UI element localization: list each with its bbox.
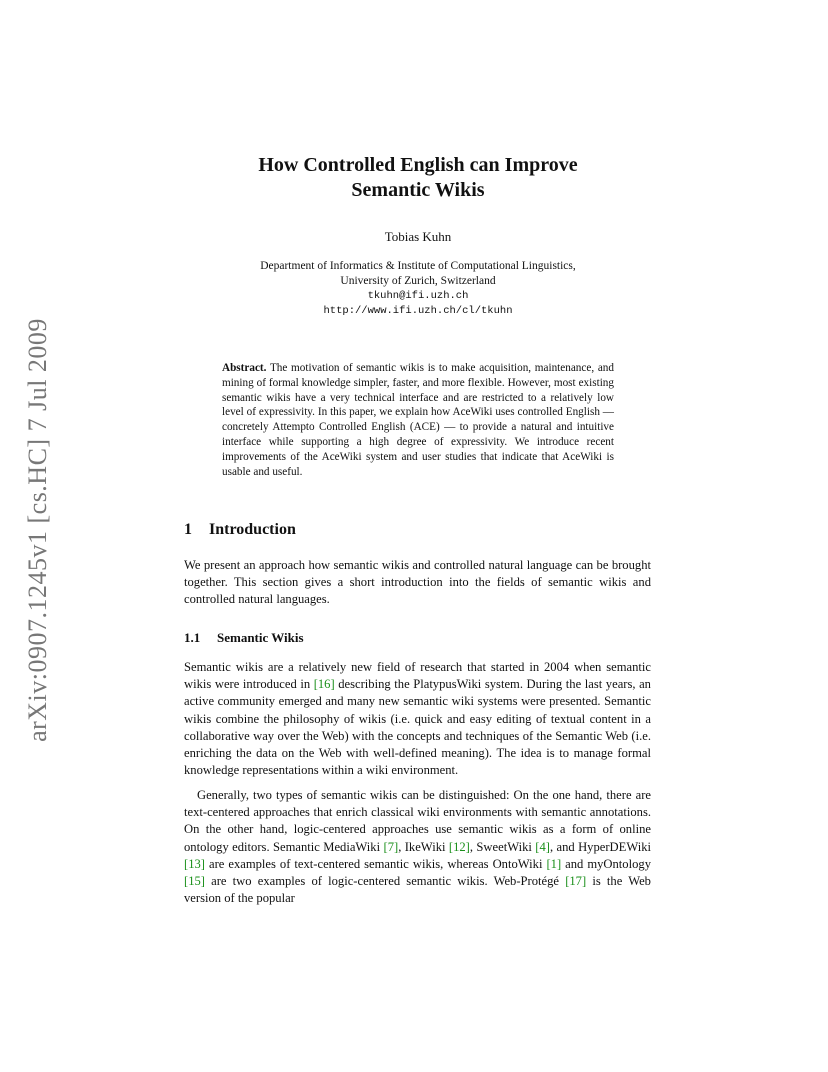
- abstract: [222, 361, 614, 479]
- text-run: are two examples of logic-centered semantic wikis. Web-Protégé: [204, 874, 566, 889]
- text-run: is the Web version of the popular: [184, 874, 651, 906]
- text-run: and myOntology: [561, 856, 651, 871]
- section-title: Introduction: [209, 521, 296, 538]
- text-run: , SweetWiki: [469, 839, 536, 854]
- subsection-heading-semantic-wikis: [184, 630, 304, 646]
- citation-link[interactable]: [7]: [383, 839, 399, 854]
- author-email: tkuhn@ifi.uzh.ch: [367, 290, 469, 302]
- arxiv-side-stamp: [24, 310, 52, 750]
- arxiv-identifier: arXiv:0907.1245v1 [cs.HC] 7 Jul 2009: [23, 318, 52, 742]
- section-number: 1: [184, 521, 192, 538]
- title-line-2: Semantic Wikis: [351, 179, 485, 201]
- section-heading-introduction: [184, 521, 296, 539]
- semantic-wikis-paragraph-2: [184, 787, 651, 907]
- abstract-label: Abstract.: [222, 362, 267, 374]
- affiliation-block: [184, 259, 652, 319]
- citation-link[interactable]: [15]: [184, 874, 205, 889]
- text-run: Semantic wikis are a relatively new field of research that started in 2004 when semantic wikis were introduced in: [184, 660, 651, 692]
- citation-link[interactable]: [17]: [565, 874, 587, 889]
- citation-link[interactable]: [4]: [535, 839, 550, 854]
- author-url: http://www.ifi.uzh.ch/cl/tkuhn: [323, 305, 513, 317]
- paper-title: [184, 153, 652, 203]
- title-line-1: How Controlled English can Improve: [258, 154, 578, 176]
- citation-link[interactable]: [16]: [313, 677, 335, 692]
- text-run: Generally, two types of semantic wikis can be distinguished: On the one hand, there are text-centered approaches that enrich classical wiki environments with semantic annotations. On the other hand, logic-centered approaches use semantic wikis as a form of online ontology editors. Semantic MediaWiki: [184, 788, 651, 854]
- text-run: , IkeWiki: [398, 839, 449, 854]
- affiliation-line-1: Department of Informatics & Institute of Computational Linguistics,: [260, 260, 576, 272]
- intro-paragraph: We present an approach how semantic wikis and controlled natural language can be brought together. This section gives a short introduction into the fields of semantic wikis and controlled natural languages.: [184, 558, 651, 607]
- author-name: Tobias Kuhn: [384, 229, 452, 244]
- affiliation-line-2: University of Zurich, Switzerland: [340, 275, 496, 287]
- subsection-number: 1.1: [184, 630, 201, 645]
- abstract-text: The motivation of semantic wikis is to make acquisition, maintenance, and mining of formal knowledge simpler, faster, and more flexible. However, most existing semantic wikis have a very technical interface and are restricted to a relatively low level of expressivity. In this paper, we explain how AceWiki uses controlled English — concretely Attempto Controlled English (ACE) — to provide a natural and intuitive interface while supporting a high degree of expressivity. We introduce recent improvements of the AceWiki system and user studies that indicate that AceWiki is usable and useful.: [222, 362, 614, 478]
- citation-link[interactable]: [13]: [184, 856, 205, 871]
- subsection-title: Semantic Wikis: [217, 630, 304, 645]
- text-run: , and HyperDEWiki: [549, 839, 652, 854]
- text-run: describing the PlatypusWiki system. During the last years, an active community emerged and many new semantic wiki systems were presented. Semantic wikis combine the philosophy of wikis (i.e. quick and easy editing of textual content in a collaborative way over the Web) with the concepts and techniques of the Semantic Web (i.e. enriching the data on the Web with well-defined meaning). The idea is to manage formal knowledge representations within a wiki environment.: [184, 677, 651, 778]
- citation-link[interactable]: [12]: [448, 839, 470, 854]
- semantic-wikis-paragraph-1: [184, 659, 651, 779]
- citation-link[interactable]: [1]: [546, 856, 562, 871]
- text-run: are examples of text-centered semantic wikis, whereas OntoWiki: [204, 856, 547, 871]
